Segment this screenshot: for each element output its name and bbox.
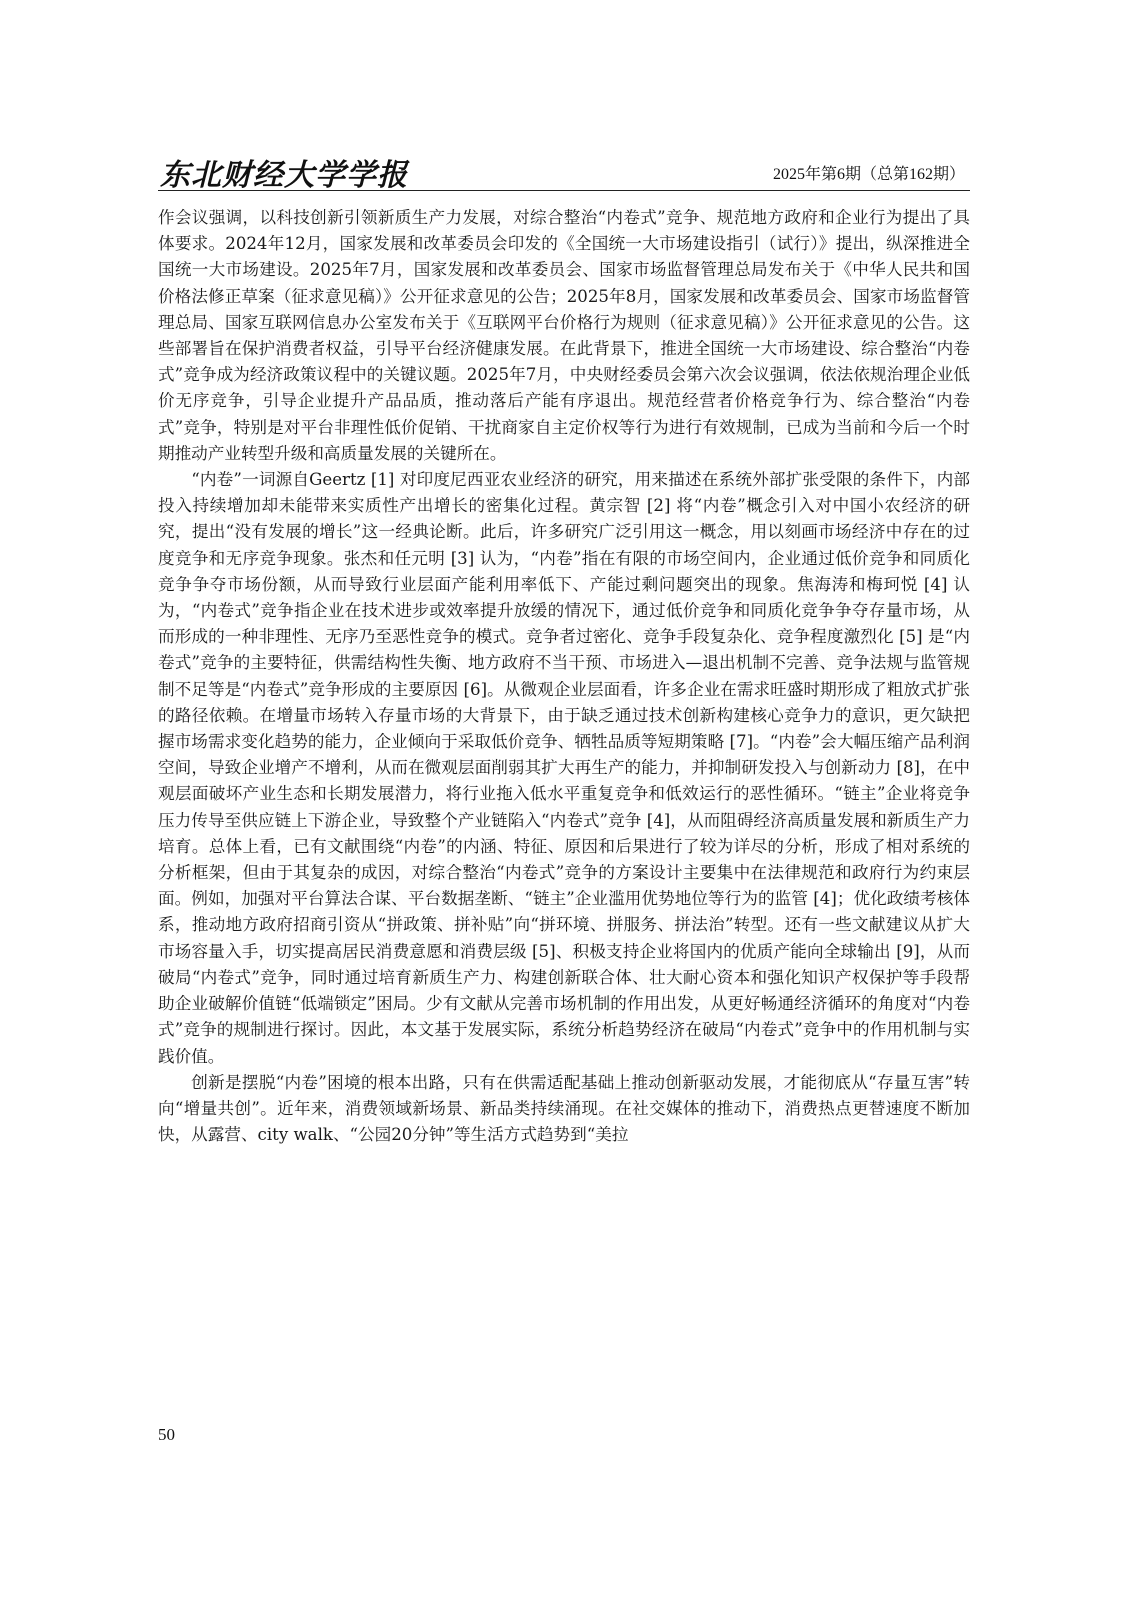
journal-title-logo: 东北财经大学学报 — [160, 158, 408, 193]
header-rule — [158, 190, 970, 191]
paragraph-1: 作会议强调，以科技创新引领新质生产力发展，对综合整治“内卷式”竞争、规范地方政府和企业行为提出了具体要求。2024年12月，国家发展和改革委员会印发的《全国统一大市场建设指引（试行）》提出，纵深推进全国统一大市场建设。2025年7月，国家发展和改革委员会、国家市场监督管理总局发布关于《中华人民共和国价格法修正草案（征求意见稿）》公开征求意见的公告；2025年8月，国家发展和改革委员会、国家市场监督管理总局、国家互联网信息办公室发布关于《互联网平台价格行为规则（征求意见稿）》公开征求意见的公告。这些部署旨在保护消费者权益，引导平台经济健康发展。在此背景下，推进全国统一大市场建设、综合整治“内卷式”竞争成为经济政策议程中的关键议题。2025年7月，中央财经委员会第六次会议强调，依法依规治理企业低价无序竞争，引导企业提升产品品质，推动落后产能有序退出。规范经营者价格竞争行为、综合整治“内卷式”竞争，特别是对平台非理性低价促销、干扰商家自主定价权等行为进行有效规制，已成为当前和今后一个时期推动产业转型升级和高质量发展的关键所在。 — [158, 208, 970, 463]
issue-info: 2025年第6期（总第162期） — [772, 166, 965, 183]
paragraph-2: “内卷”一词源自Geertz [1] 对印度尼西亚农业经济的研究，用来描述在系统外部扩张受限的条件下，内部投入持续增加却未能带来实质性产出增长的密集化过程。黄宗智 [2] 将“内卷”概念引入对中国小农经济的研究，提出“没有发展的增长”这一经典论断。此后，许多研究广泛引用这一概念，用以刻画市场经济中存在的过度竞争和无序竞争现象。张杰和任元明 [3] 认为，“内卷”指在有限的市场空间内，企业通过低价竞争和同质化竞争争夺市场份额，从而导致行业层面产能利用率低下、产能过剩问题突出的现象。焦海涛和梅珂悦 [4] 认为，“内卷式”竞争指企业在技术进步或效率提升放缓的情况下，通过低价竞争和同质化竞争争夺存量市场，从而形成的一种非理性、无序乃至恶性竞争的模式。竞争者过密化、竞争手段复杂化、竞争程度激烈化 [5] 是“内卷式”竞争的主要特征，供需结构性失衡、地方政府不当干预、市场进入—退出机制不完善、竞争法规与监管规制不足等是“内卷式”竞争形成的主要原因 [6]。从微观企业层面看，许多企业在需求旺盛时期形成了粗放式扩张的路径依赖。在增量市场转入存量市场的大背景下，由于缺乏通过技术创新构建核心竞争力的意识，更欠缺把握市场需求变化趋势的能力，企业倾向于采取低价竞争、牺牲品质等短期策略 [7]。“内卷”会大幅压缩产品利润空间，导致企业增产不增利，从而在微观层面削弱其扩大再生产的能力，并抑制研发投入与创新动力 [8]，在中观层面破坏产业生态和长期发展潜力，将行业拖入低水平重复竞争和低效运行的恶性循环。“链主”企业将竞争压力传导至供应链上下游企业，导致整个产业链陷入“内卷式”竞争 [4]，从而阻碍经济高质量发展和新质生产力培育。总体上看，已有文献围绕“内卷”的内涵、特征、原因和后果进行了较为详尽的分析，形成了相对系统的分析框架，但由于其复杂的成因，对综合整治“内卷式”竞争的方案设计主要集中在法律规范和政府行为约束层面。例如，加强对平台算法合谋、平台数据垄断、“链主”企业滥用优势地位等行为的监管 [4]；优化政绩考核体系，推动地方政府招商引资从“拼政策、拼补贴”向“拼环境、拼服务、拼法治”转型。还有一些文献建议从扩大市场容量入手，切实提高居民消费意愿和消费层级 [5]、积极支持企业将国内的优质产能向全球输出 [9]，从而破局“内卷式”竞争，同时通过培育新质生产力、构建创新联合体、壮大耐心资本和强化知识产权保护等手段帮助企业破解价值链“低端锁定”困局。少有文献从完善市场机制的作用出发，从更好畅通经济循环的角度对“内卷式”竞争的规制进行探讨。因此，本文基于发展实际，系统分析趋势经济在破局“内卷式”竞争中的作用机制与实践价值。 — [158, 470, 970, 1066]
page-number: 50 — [158, 1425, 175, 1444]
paragraph-3: 创新是摆脱“内卷”困境的根本出路，只有在供需适配基础上推动创新驱动发展，才能彻底从“存量互害”转向“增量共创”。近年来，消费领域新场景、新品类持续涌现。在社交媒体的推动下，消费热点更替速度不断加快，从露营、city walk、“公园20分钟”等生活方式趋势到“美拉 — [158, 1072, 970, 1145]
article-body — [158, 205, 970, 1148]
